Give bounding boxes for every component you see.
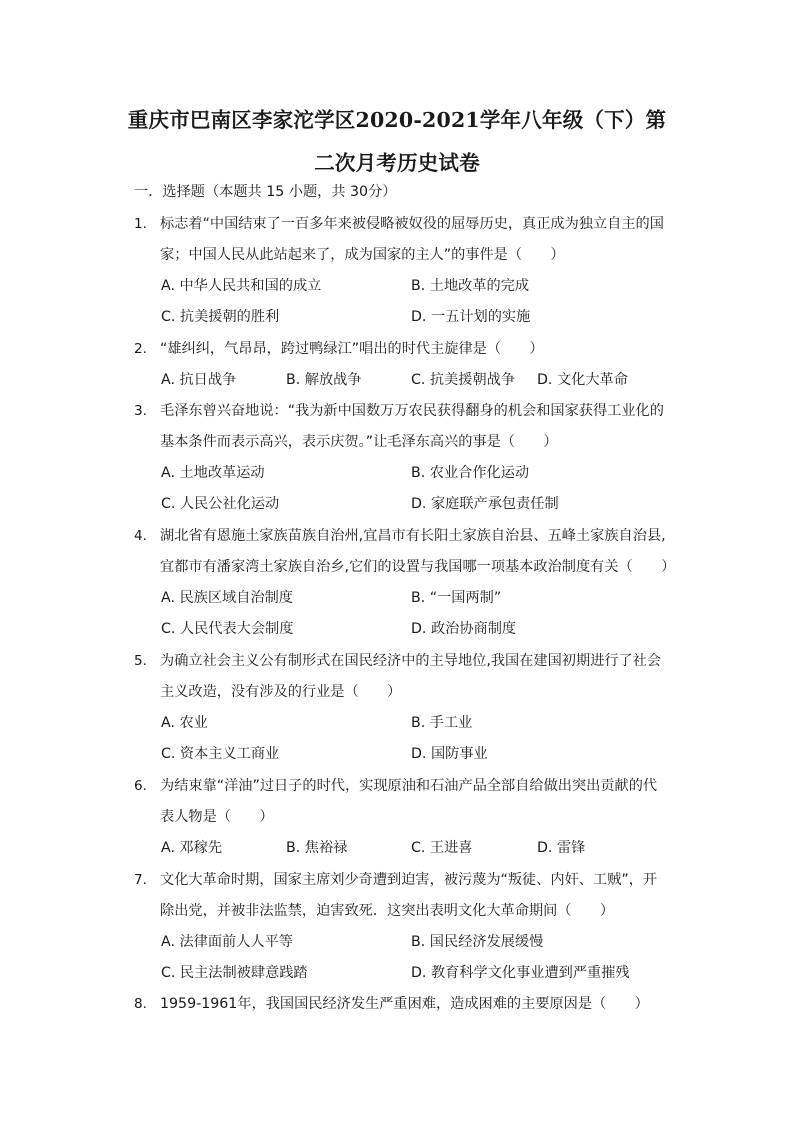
option-c: C. 人民代表大会制度 [161,621,294,637]
option-a: A. 抗日战争 [161,372,237,388]
question-text: 湖北省有恩施土家族苗族自治州,宜昌市有长阳土家族自治县、五峰土家族自治县, [160,528,666,544]
option-d: D. 家庭联产承包责任制 [411,496,559,512]
question-text: 除出党，并被非法监禁，迫害致死．这突出表明文化大革命期间（ ） [160,903,615,919]
question-number: 8. [134,996,147,1012]
page-title-line-1: 重庆市巴南区李家沱学区2020-2021学年八年级（下）第 [127,108,667,132]
option-b: B. 农业合作化运动 [411,465,530,481]
option-c: C. 资本主义工商业 [161,746,280,762]
option-c: C. 抗美援朝的胜利 [161,309,280,325]
question-text: 宜都市有潘家湾土家族自治乡,它们的设置与我国哪一项基本政治制度有关（ ） [160,559,676,575]
option-c: C. 民主法制被肆意践踏 [161,965,308,981]
question-number: 3. [134,403,147,419]
option-d: D. 文化大革命 [537,372,628,388]
question-text: 毛泽东曾兴奋地说：“我为新中国数万万农民获得翻身的机会和国家获得工业化的 [160,403,664,419]
option-b: B. 解放战争 [286,372,362,388]
option-d: D. 国防事业 [411,746,488,762]
option-d: D. 一五计划的实施 [411,309,531,325]
option-d: D. 教育科学文化事业遭到严重摧残 [411,965,630,981]
question-number: 5. [134,653,147,669]
option-c: C. 人民公社化运动 [161,496,280,512]
option-a: A. 法律面前人人平等 [161,934,293,950]
question-text: 主义改造，没有涉及的行业是（ ） [160,684,402,700]
question-number: 4. [134,528,147,544]
question-text: 1959-1961年，我国国民经济发生严重困难，造成困难的主要原因是（ ） [160,996,649,1012]
section-heading: 一．选择题（本题共 15 小题，共 30分） [134,184,397,200]
question-text: 标志着“中国结束了一百多年来被侵略被奴役的屈辱历史，真正成为独立自主的国 [160,216,664,232]
question-text: 为确立社会主义公有制形式在国民经济中的主导地位,我国在建国初期进行了社会 [160,653,662,669]
question-text: 家；中国人民从此站起来了，成为国家的主人”的事件是（ ） [160,247,565,263]
question-text: 文化大革命时期，国家主席刘少奇遭到迫害，被污蔑为“叛徒、内奸、工贼”，开 [160,872,658,888]
question-number: 6. [134,778,147,794]
option-a: A. 农业 [161,715,208,731]
page-title-line-2: 二次月考历史试卷 [314,151,480,175]
option-a: A. 中华人民共和国的成立 [161,278,322,294]
option-b: B. 手工业 [411,715,473,731]
question-text: 基本条件而表示高兴，表示庆贺。”让毛泽东高兴的事是（ ） [160,434,558,450]
option-c: C. 抗美援朝战争 [411,372,516,388]
question-number: 7. [134,872,147,888]
option-b: B. 土地改革的完成 [411,278,530,294]
option-b: B. 焦裕禄 [286,840,348,856]
option-d: D. 政治协商制度 [411,621,517,637]
question-text: 表人物是（ ） [160,809,274,825]
option-a: A. 邓稼先 [161,840,223,856]
question-text: 为结束靠“洋油”过日子的时代，实现原油和石油产品全部自给做出突出贡献的代 [160,778,658,794]
option-a: A. 土地改革运动 [161,465,265,481]
question-text: “雄纠纠，气昂昂，跨过鸭绿江”唱出的时代主旋律是（ ） [160,341,544,357]
option-d: D. 雷锋 [537,840,586,856]
question-number: 1. [134,216,147,232]
question-number: 2. [134,341,147,357]
option-c: C. 王进喜 [411,840,473,856]
option-a: A. 民族区域自治制度 [161,590,293,606]
option-b: B. 国民经济发展缓慢 [411,934,544,950]
option-b: B. “一国两制” [411,590,502,606]
